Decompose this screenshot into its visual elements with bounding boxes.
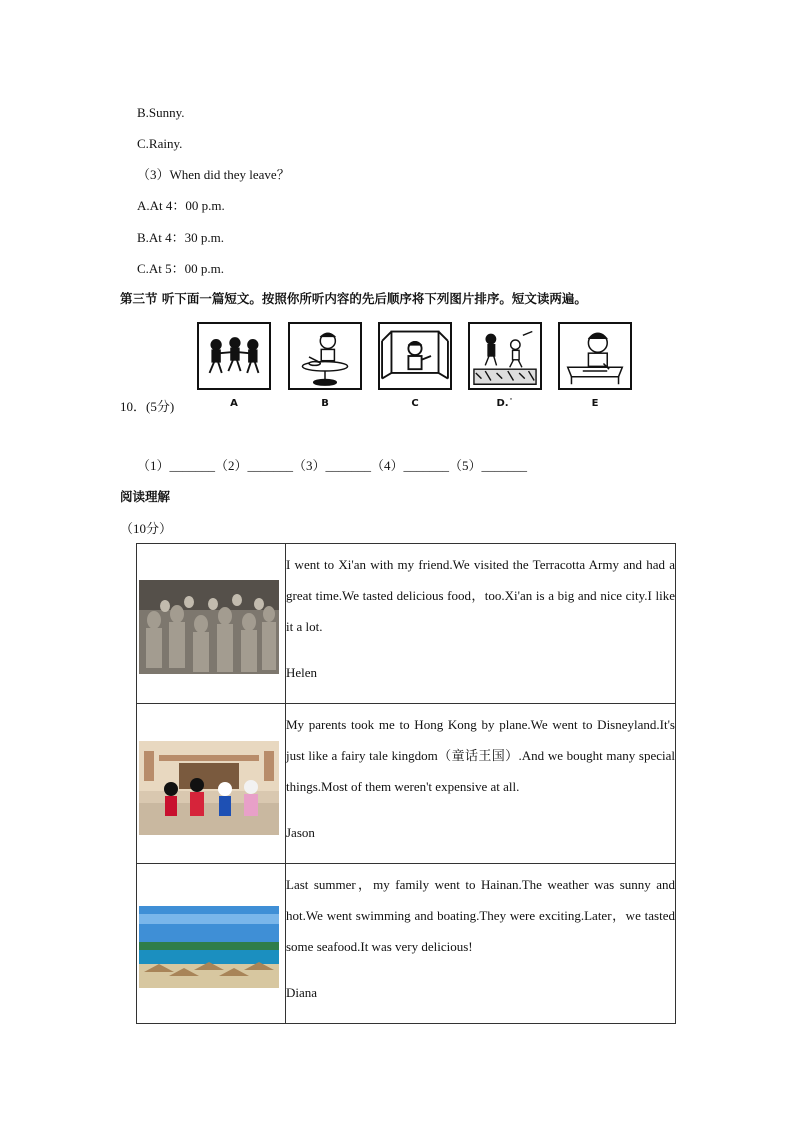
reading-score: （10分） xyxy=(120,521,173,536)
terracotta-army-photo xyxy=(139,580,279,674)
picture-d-children-outdoors xyxy=(468,322,542,390)
reading-row-diana xyxy=(137,864,676,1024)
reading-passage-diana: Last summer，my family went to Hainan.The weather was sunny and hot.We went swimming and boating.They were exciting.Later，we tasted some seafood.It was very delicious! xyxy=(286,877,675,954)
reading-row-helen xyxy=(137,544,676,704)
picture-label-e: E xyxy=(591,398,599,409)
picture-a-children-running xyxy=(197,322,271,390)
option-b-weather: B.Sunny. xyxy=(137,105,185,120)
picture-label-c: C xyxy=(411,398,419,409)
reading-passage-helen: I went to Xi'an with my friend.We visited the Terracotta Army and had a great time.We tasted delicious food，too.Xi'an is a big and nice city.I like it a lot. xyxy=(286,557,675,634)
q3-option-b: B.At 4：30 p.m. xyxy=(137,230,225,245)
picture-e-boy-writing xyxy=(558,322,632,390)
reading-table xyxy=(136,543,676,1024)
picture-label-a: A xyxy=(230,398,238,409)
reading-text-cell xyxy=(286,864,676,1024)
disneyland-photo xyxy=(139,741,279,835)
picture-label-d: D.˙ xyxy=(496,398,514,409)
q3-option-a: A.At 4：00 p.m. xyxy=(137,198,225,213)
reading-image-cell xyxy=(137,544,286,704)
reading-author-helen: Helen xyxy=(286,665,318,680)
reading-text-cell xyxy=(286,704,676,864)
q3-option-c: C.At 5：00 p.m. xyxy=(137,261,225,276)
question-3: （3）When did they leave？ xyxy=(137,167,290,182)
question-10-number: 10．(5分) xyxy=(120,399,175,414)
picture-strip xyxy=(196,320,636,415)
picture-label-b: B xyxy=(321,398,329,409)
reading-author-diana: Diana xyxy=(286,985,318,1000)
section3-heading: 第三节 听下面一篇短文。按照你所听内容的先后顺序将下列图片排序。短文读两遍。 xyxy=(120,291,587,306)
reading-text-cell xyxy=(286,544,676,704)
picture-c-boy-at-window xyxy=(378,322,452,390)
picture-b-boy-eating xyxy=(288,322,362,390)
reading-author-jason: Jason xyxy=(286,825,315,840)
ordering-answer-blanks[interactable]: （1）_______（2）_______（3）_______（4）_______（5）_______ xyxy=(137,458,527,473)
reading-image-cell xyxy=(137,864,286,1024)
reading-passage-jason: My parents took me to Hong Kong by plane.We went to Disneyland.It's just like a fairy tale kingdom（童话王国）.And we bought many special things.Most of them weren't expensive at all. xyxy=(286,717,675,794)
hainan-beach-photo xyxy=(139,906,279,988)
reading-row-jason xyxy=(137,704,676,864)
option-c-weather: C.Rainy. xyxy=(137,136,183,151)
reading-heading: 阅读理解 xyxy=(120,489,171,504)
reading-image-cell xyxy=(137,704,286,864)
